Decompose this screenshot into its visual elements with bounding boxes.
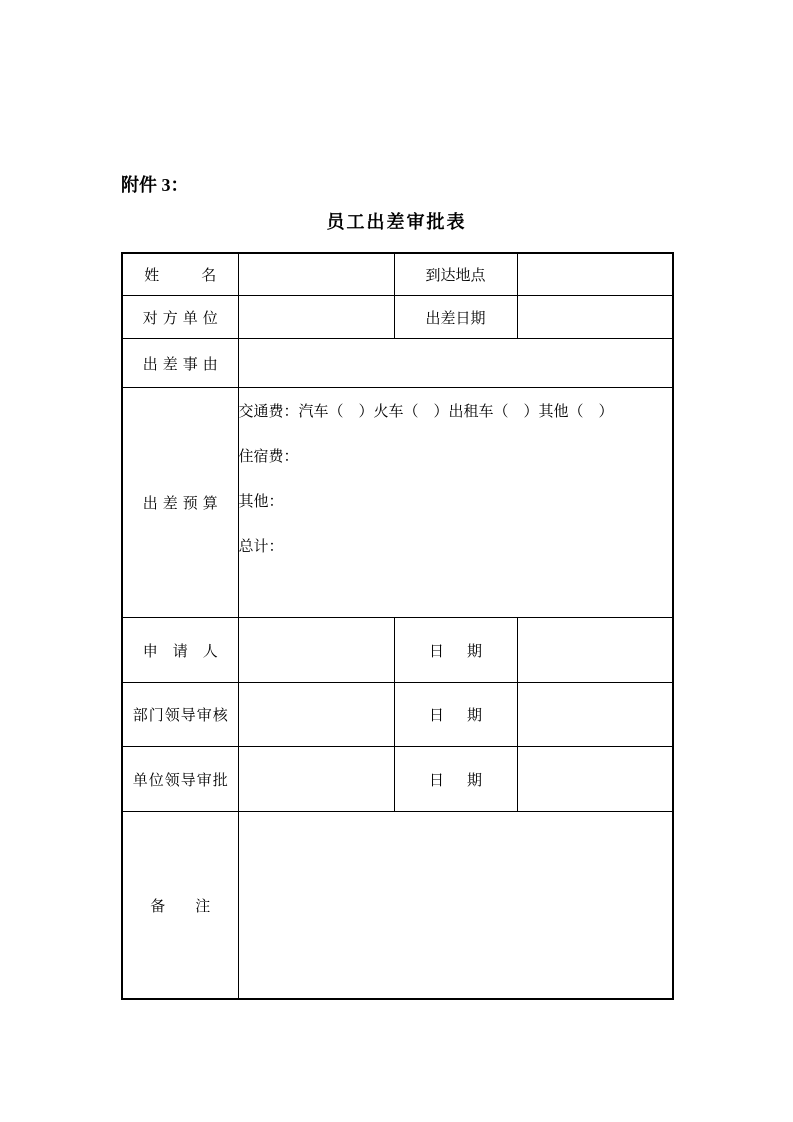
applicant-signature-cell[interactable] [238,618,394,683]
applicant-label: 申 请 人 [122,618,238,683]
applicant-date-input-cell[interactable] [517,618,673,683]
dept-leader-review-label: 部门领导审核 [122,683,238,747]
table-row [122,812,673,1000]
table-row [122,683,673,747]
trip-reason-label: 出差事由 [122,339,238,388]
name-input-cell[interactable] [238,253,394,296]
budget-total-line[interactable]: 总计： [238,539,284,555]
budget-lodging-line[interactable]: 住宿费： [238,449,299,465]
table-row [122,747,673,812]
remarks-input-cell[interactable] [238,812,673,1000]
table-row [122,253,673,296]
dept-review-date-input-cell[interactable] [517,683,673,747]
name-label: 姓 名 [122,253,238,296]
unit-approval-date-label: 日 期 [394,747,517,812]
table-row [122,388,673,618]
applicant-date-label: 日 期 [394,618,517,683]
unit-leader-approval-label: 单位领导审批 [122,747,238,812]
trip-date-label: 出差日期 [394,296,517,339]
arrival-location-input-cell[interactable] [517,253,673,296]
counterpart-unit-label: 对方单位 [122,296,238,339]
dept-review-date-label: 日 期 [394,683,517,747]
arrival-location-label: 到达地点 [394,253,517,296]
trip-budget-input-cell[interactable] [238,388,673,618]
counterpart-unit-input-cell[interactable] [238,296,394,339]
table-row [122,339,673,388]
trip-approval-table [121,252,674,1000]
remarks-label: 备 注 [122,812,238,1000]
budget-other-line[interactable]: 其他： [238,494,284,510]
table-row [122,618,673,683]
trip-budget-label: 出差预算 [122,388,238,618]
budget-transport-line[interactable]: 交通费：汽车（ ）火车（ ）出租车（ ）其他（ ） [238,404,614,420]
table-row [122,296,673,339]
unit-approval-date-input-cell[interactable] [517,747,673,812]
trip-reason-input-cell[interactable] [238,339,673,388]
trip-date-input-cell[interactable] [517,296,673,339]
form-title: 员工出差审批表 [326,212,467,232]
dept-leader-signature-cell[interactable] [238,683,394,747]
unit-leader-signature-cell[interactable] [238,747,394,812]
attachment-label: 附件 3： [121,175,189,195]
